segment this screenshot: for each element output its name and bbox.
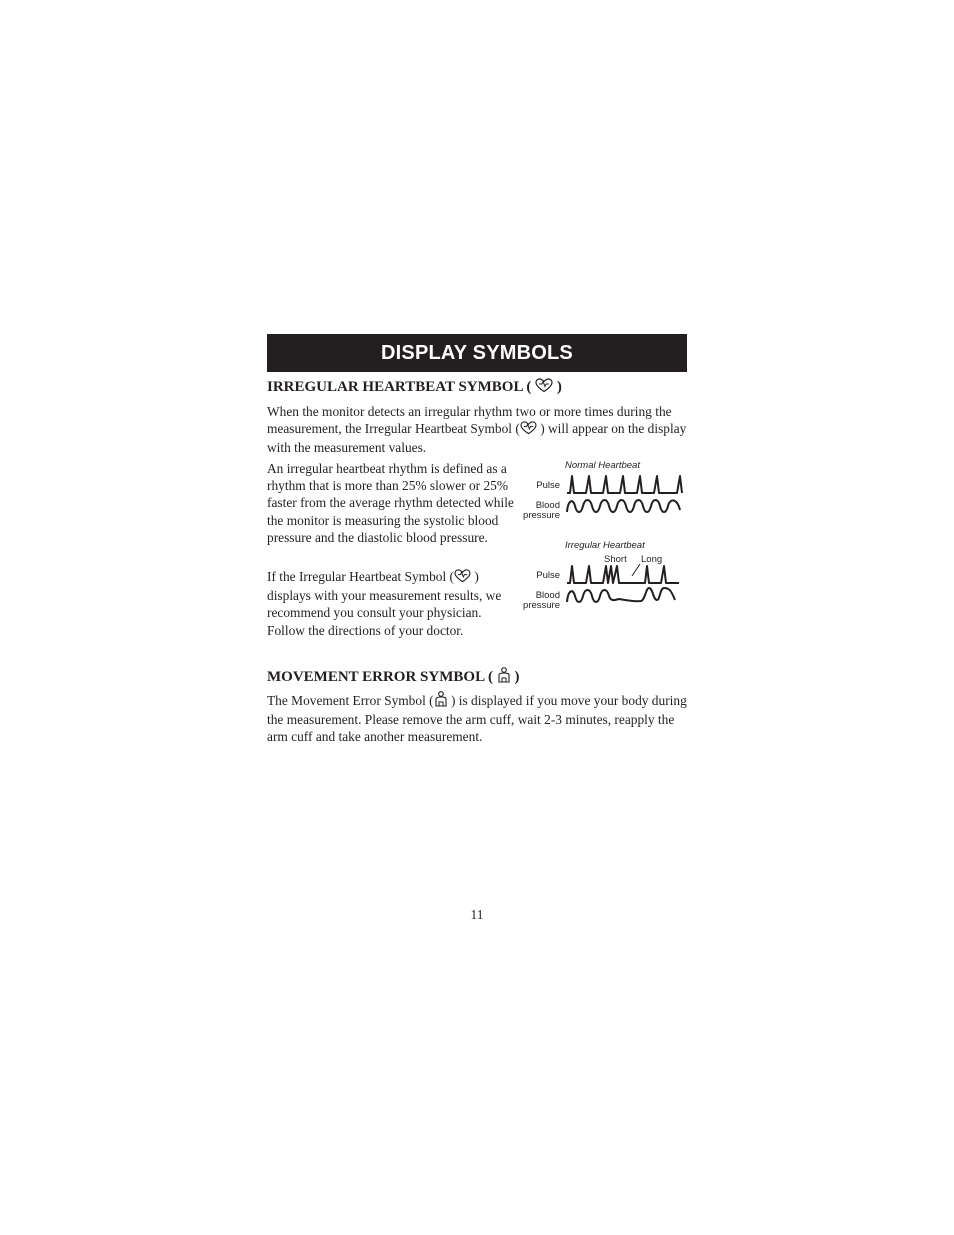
movement-error-paragraph: The Movement Error Symbol ( ) is displayed if you move your body during the measurement. Please remove the arm cuff, wait 2-3 minutes, reapply the arm cuff and take another measurement.: [267, 693, 687, 745]
movement-error-icon: [497, 667, 511, 688]
bp-label-irregular: Blood pressure: [523, 590, 560, 611]
irregular-intro-paragraph: When the monitor detects an irregular rhythm two or more times during the measurement, the Irregular Heartbeat Symbol ( ) will appear on the display with the measurement values.: [267, 404, 687, 456]
irregular-advice-paragraph: If the Irregular Heartbeat Symbol ( ) displays with your measurement results, we recommend you consult your physician. Follow the directions of your doctor.: [267, 569, 502, 638]
normal-bp-wave: [565, 496, 685, 516]
pulse-label-normal: Pulse: [536, 480, 560, 491]
irregular-heartbeat-caption: Irregular Heartbeat: [565, 540, 645, 551]
pulse-label-irregular: Pulse: [536, 570, 560, 581]
irregular-heartbeat-icon: [520, 421, 537, 439]
irregular-pulse-wave: [565, 564, 685, 584]
section-title: DISPLAY SYMBOLS: [381, 342, 573, 364]
short-label: Short: [604, 554, 627, 565]
normal-heartbeat-caption: Normal Heartbeat: [565, 460, 640, 471]
page-number: 11: [470, 907, 484, 922]
irregular-definition-paragraph: An irregular heartbeat rhythm is defined as a rhythm that is more than 25% slower or 25% faster from the average rhythm detected while the monitor is measuring the systolic blood pressure and the diastolic blood pressure.: [267, 461, 514, 545]
bp-label-normal: Blood pressure: [523, 500, 560, 521]
long-label: Long: [641, 554, 663, 565]
irregular-heartbeat-icon: [454, 569, 471, 587]
section-title-banner: [267, 334, 687, 372]
movement-error-heading: MOVEMENT ERROR SYMBOL ( ): [267, 667, 520, 688]
irregular-heartbeat-heading: IRREGULAR HEARTBEAT SYMBOL ( ): [267, 378, 562, 398]
normal-pulse-wave: [565, 474, 685, 494]
irregular-heartbeat-icon: [535, 378, 553, 398]
irregular-bp-wave: [565, 586, 685, 606]
movement-error-icon: [434, 691, 448, 711]
